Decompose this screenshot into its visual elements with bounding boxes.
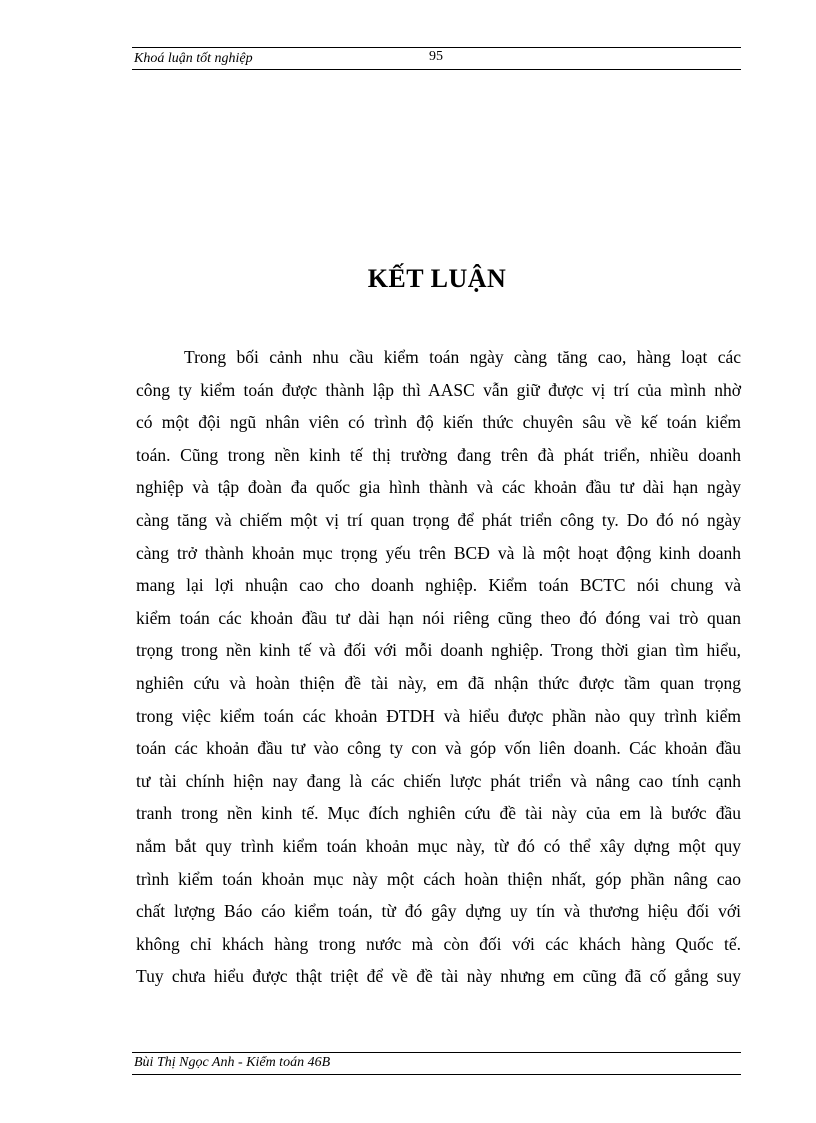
- body-line: nghiên cứu và hoàn thiện đề tài này, em đã nhận thức được tầm quan trọng: [136, 672, 741, 693]
- body-line: càng trở thành khoản mục trọng yếu trên BCĐ và là một hoạt động kinh doanh: [136, 542, 741, 563]
- body-line: công ty kiểm toán được thành lập thì AASC vẫn giữ được vị trí của mình nhờ: [136, 379, 741, 400]
- body-line: nắm bắt quy trình kiểm toán khoản mục này, từ đó có thể xây dựng một quy: [136, 835, 741, 856]
- header-rule-bottom: [132, 69, 741, 70]
- body-line: Tuy chưa hiểu được thật triệt để về đề tài này nhưng em cũng đã cố gắng suy: [136, 966, 741, 987]
- body-line: càng tăng và chiếm một vị trí quan trọng để phát triển công ty. Do đó nó ngày: [136, 509, 741, 530]
- body-paragraph: [136, 341, 741, 993]
- body-line: tranh trong nền kinh tế. Mục đích nghiên cứu đề tài này của em là bước đầu: [136, 803, 741, 824]
- body-line: toán. Cũng trong nền kinh tế thị trường đang trên đà phát triển, nhiều doanh: [136, 444, 741, 465]
- header-rule-top: [132, 47, 741, 48]
- footer-rule-top: [132, 1052, 741, 1053]
- page-title: KẾT LUẬN: [367, 264, 507, 293]
- body-line: trình kiểm toán khoản mục này một cách hoàn thiện nhất, góp phần nâng cao: [136, 868, 741, 889]
- body-line: tư tài chính hiện nay đang là các chiến lược phát triển và nâng cao tính cạnh: [136, 770, 741, 791]
- body-line: chất lượng Báo cáo kiểm toán, từ đó gây dựng uy tín và thương hiệu đối với: [136, 901, 741, 922]
- body-line: nghiệp và tập đoàn đa quốc gia hình thành và các khoản đầu tư dài hạn ngày: [136, 477, 741, 498]
- body-line: toán các khoản đầu tư vào công ty con và góp vốn liên doanh. Các khoản đầu: [136, 738, 741, 759]
- page-number: 95: [429, 49, 443, 64]
- body-line: mang lại lợi nhuận cao cho doanh nghiệp. Kiểm toán BCTC nói chung và: [136, 575, 741, 596]
- footer-rule-bottom: [132, 1074, 741, 1075]
- body-line: có một đội ngũ nhân viên có trình độ kiến thức chuyên sâu về kế toán kiểm: [136, 412, 741, 433]
- body-line: trong việc kiểm toán các khoản ĐTDH và hiểu được phần nào quy trình kiểm: [136, 705, 741, 726]
- body-line: kiểm toán các khoản đầu tư dài hạn nói riêng cũng theo đó đóng vai trò quan: [136, 607, 741, 628]
- body-line: không chỉ khách hàng trong nước mà còn đối với các khách hàng Quốc tế.: [136, 933, 741, 954]
- body-line: Trong bối cảnh nhu cầu kiểm toán ngày càng tăng cao, hàng loạt các: [184, 347, 741, 367]
- footer-author: Bùi Thị Ngọc Anh - Kiểm toán 46B: [134, 1055, 331, 1070]
- header-title: Khoá luận tốt nghiệp: [134, 51, 253, 66]
- body-line: trọng trong nền kinh tế và đối với mỗi doanh nghiệp. Trong thời gian tìm hiểu,: [136, 640, 741, 661]
